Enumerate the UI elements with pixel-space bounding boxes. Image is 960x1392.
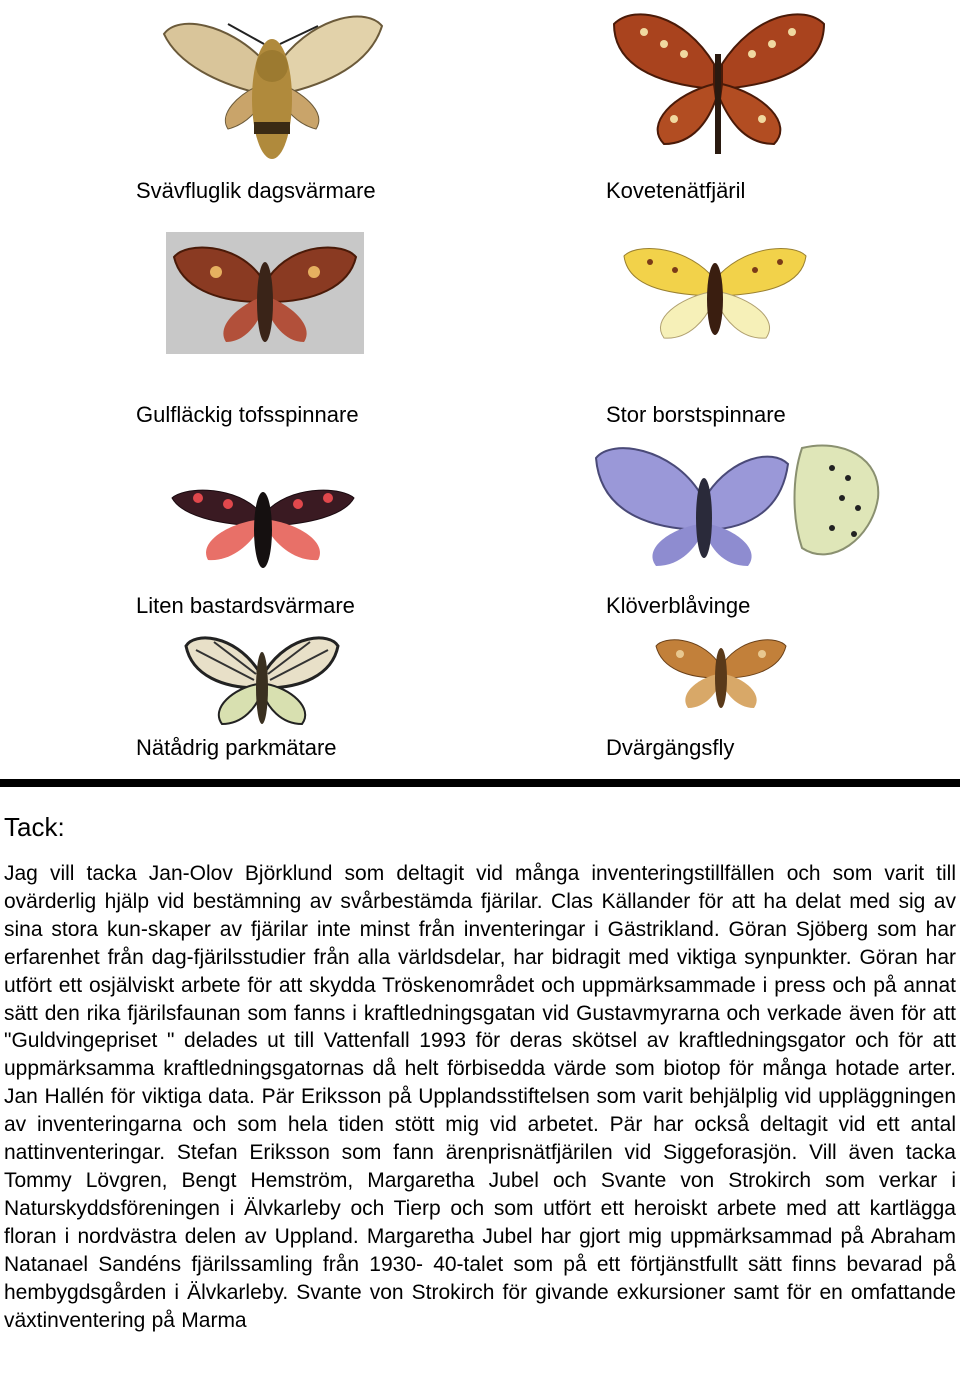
butterfly-image-natadrig-parkmatare [184, 630, 340, 728]
species-caption: Liten bastardsvärmare [136, 593, 355, 618]
butterfly-image-svavfluglik-dagsvarmare [158, 4, 386, 172]
butterfly-image-stor-borstspinnare [620, 234, 810, 344]
species-caption: Gulfläckig tofsspinnare [136, 402, 359, 427]
species-caption: Kovetenätfjäril [606, 178, 746, 203]
thanks-heading: Tack: [4, 812, 65, 842]
butterfly-image-dvargangsfly [654, 632, 788, 712]
butterfly-image-liten-bastardsvarmare [168, 480, 358, 572]
butterfly-image-kovetenatfjaril [604, 4, 832, 164]
species-caption: Dvärgängsfly [606, 735, 735, 760]
species-caption: Stor borstspinnare [606, 402, 786, 427]
thanks-paragraph: Jag vill tacka Jan-Olov Björklund som deltagit vid många inventeringstillfällen och som varit till ovärderlig hjälp vid bestämning av svårbestämda fjärilar. Clas Källander för att ha delat med sig av sina stora kun-skaper av fjärilar inte minst från inventeringar i Gästrikland. Göran Sjöberg som har erfarenhet från dag-fjärilsstudier från alla världsdelar, har bidragit med viktiga synpunkter. Göran har utfört ett osjälviskt arbete för att skydda Tröskenområdet och uppmärksammade i press och på annat sätt den rika fjärilsfaunan som fanns i kraftledningsgatan vid Gustavmyrarna och verkade även för att "Guldvingepriset " delades ut till Vattenfall 1993 för deras skötsel av kraftledningsgator och för att uppmärksamma kraftledningsgatornas då helt förbisedda värde som biotop för många hotade arter. Jan Hallén för viktiga data. Pär Eriksson på Upplandsstiftelsen som varit behjälplig vid uppläggningen av inventeringarna och som hela tiden stött mig vid arbetet. Pär har också deltagit vid ett antal nattinventeringar. Stefan Eriksson som fann ärenprisnätfjärilen vid Siggeforasjön. Vill även tacka Tommy Lövgren, Bengt Hemström, Margaretha Jubel och Svante von Strokirch som verkar i Naturskyddsföreningen i Älvkarleby och Tierp och som utfört ett heroiskt arbete med att kartlägga floran i nordvästra delen av Uppland. Margaretha Jubel har gjort mig uppmärksammad på Abraham Natanael Sandéns fjärilssamling från 1930- 40-talet som på ett förtjänstfullt sätt finns bevarad på hembygdsgården i Älvkarleby. Svante von Strokirch för givande exkursioner samt för en omfattande växtinventering på Marma [4, 862, 956, 1332]
section-divider [0, 779, 960, 787]
butterfly-image-gulflackig-tofsspinnare [166, 232, 364, 354]
species-caption: Svävfluglik dagsvärmare [136, 178, 376, 203]
butterfly-image-kloverblavinge [592, 438, 882, 570]
species-caption: Nätådrig parkmätare [136, 735, 337, 760]
species-caption: Klöverblåvinge [606, 593, 751, 618]
